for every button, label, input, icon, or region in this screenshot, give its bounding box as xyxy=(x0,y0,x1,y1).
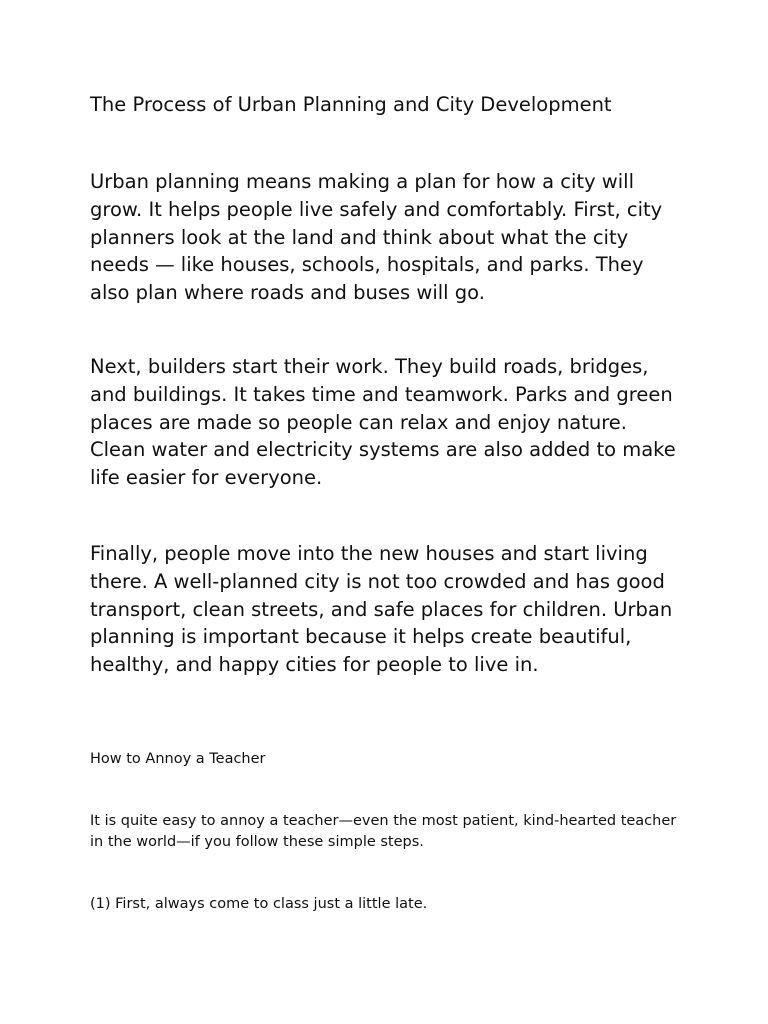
document-title: The Process of Urban Planning and City Development xyxy=(90,93,612,116)
paragraph-urban-planning-intro: Urban planning means making a plan for how a city will grow. It helps people live safely and comfortably. First, city planners look at the land and think about what the city needs — like houses, schools, hospitals, and parks. They also plan where roads and buses will go. xyxy=(90,170,663,305)
paragraph-annoy-intro: It is quite easy to annoy a teacher—even the most patient, kind-hearted teacher in the world—if you follow these simple steps. xyxy=(90,813,677,850)
second-document-title: How to Annoy a Teacher xyxy=(90,751,266,767)
paragraph-builders: Next, builders start their work. They build roads, bridges, and buildings. It takes time and teamwork. Parks and green places are made so people can relax and enjoy nature. Clean water and electricity systems are also added to make life easier for everyone. xyxy=(90,355,676,490)
paragraph-finally: Finally, people move into the new houses and start living there. A well-planned city is not too crowded and has good transport, clean streets, and safe places for children. Urban planning is important because it helps create beautiful, healthy, and happy cities for people to live in. xyxy=(90,542,673,677)
list-item-step-1: (1) First, always come to class just a little late. xyxy=(90,896,428,912)
